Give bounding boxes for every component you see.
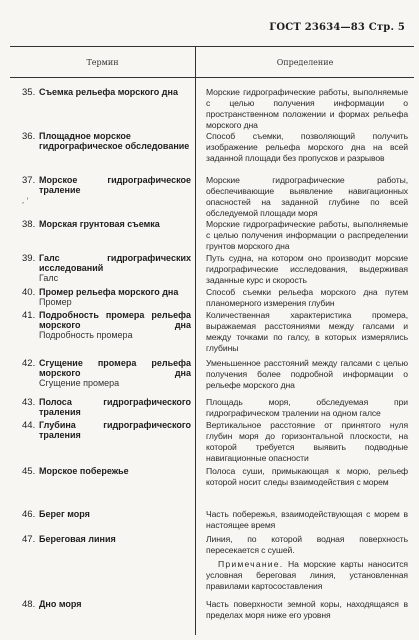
entry-number: 40.: [22, 287, 36, 298]
note-text: На морские карты наносится условная береговая линия, установленная правилами картосоставления: [206, 559, 408, 591]
entry-term: Галс гидрографических исследований: [39, 253, 191, 273]
entry-definition: Площадь моря, обследуемая при гидрографическом тралении на одном галсе: [206, 397, 408, 418]
entry-definition: Часть побережья, взаимодействующая с морем в настоящее время: [206, 509, 408, 530]
entry-term: Дно моря: [39, 599, 82, 609]
entry-number: 46.: [22, 509, 36, 520]
entry-definition: Количественная характеристика промера, выражаемая расстояниями между галсами и между точками по галсу, в которых измерялись глубины: [206, 310, 408, 353]
entry-term: Морское гидрографическое траление: [39, 175, 191, 195]
entry-definition: Часть поверхности земной коры, находящаяся в пределах моря ниже его уровня: [206, 599, 408, 620]
note-label: Примечание.: [218, 559, 284, 569]
entry-term: Съемка рельефа морского дна: [39, 87, 178, 97]
entry-number: 39.: [22, 253, 36, 264]
entry-definition: [206, 534, 408, 592]
entry-definition: Морские гидрографические работы, выполняемые с целью получения информации о пространственном положении и формах рельефа морского дна: [206, 87, 408, 130]
entry-term: Морское побережье: [39, 466, 129, 476]
column-header-definition: Определение: [276, 58, 334, 67]
entry-short-term: Галс: [39, 273, 59, 283]
entry-number: 42.: [22, 358, 36, 369]
entry-definition: Морские гидрографические работы, обеспечивающие выявление навигационных опасностей на заданной глубине по всей обследуемой площади моря: [206, 175, 408, 218]
entry-definition: Уменьшенное расстояний между галсами с целью получения более подробной информации о рельефе морского дна: [206, 358, 408, 390]
terms-table: [10, 46, 414, 635]
entry-term: Сгущение промера рельефа морского дна: [39, 358, 191, 378]
entry-number: 36.: [22, 131, 36, 142]
entry-term: Глубина гидрографического траления: [39, 420, 191, 440]
entry-term: Берег моря: [39, 509, 90, 519]
entry-number: 38.: [22, 219, 36, 230]
column-divider: [195, 47, 196, 635]
entry-short-term: Промер: [39, 297, 72, 307]
entry-term: Подробность промера рельефа морского дна: [39, 310, 191, 330]
entry-term: Промер рельефа морского дна: [39, 287, 179, 297]
entry-number: 41.: [22, 310, 36, 321]
entry-number: 47.: [22, 534, 36, 545]
entry-definition: Способ съемки, позволяющий получить изображение рельефа морского дна на всей заданной площади без пропусков и разрывов: [206, 131, 408, 163]
entry-note: [206, 559, 408, 592]
entry-definition-text: Линия, по которой водная поверхность пересекается с сушей.: [206, 534, 408, 555]
entry-term: Полоса гидрографического траления: [39, 397, 191, 417]
entry-term: Береговая линия: [39, 534, 116, 544]
page-header: ГОСТ 23634—83 Стр. 5: [269, 22, 405, 33]
entry-number: 48.: [22, 599, 36, 610]
entry-short-term: Сгущение промера: [39, 378, 120, 388]
entry-definition: Вертикальное расстояние от принятого нуля глубин моря до горизонтальной плоскости, на которой требуется выявить подводные навигационные опасности: [206, 420, 408, 463]
entry-definition: Морские гидрографические работы, выполняемые с целью получения информации о распределении грунтов морского дна: [206, 219, 408, 251]
entry-definition: Полоса суши, примыкающая к морю, рельеф которой носит следы взаимодействия с морем: [206, 466, 408, 487]
entry-term: Морская грунтовая съемка: [39, 219, 160, 229]
margin-mark: , ': [22, 197, 29, 205]
header-divider: [10, 77, 414, 78]
entry-number: 37.: [22, 175, 36, 186]
entry-number: 45.: [22, 466, 36, 477]
entry-number: 43.: [22, 397, 36, 408]
entry-definition: Путь судна, на котором оно производит морские гидрографические исследования, выдерживая заданные курс и скорость: [206, 253, 408, 285]
entry-term: Площадное морское гидрографическое обследование: [39, 131, 190, 151]
column-header-term: Термин: [86, 58, 119, 67]
entry-definition: Способ съемки рельефа морского дна путем планомерного измерения глубин: [206, 287, 408, 308]
entry-short-term: Подробность промера: [39, 330, 133, 340]
entry-number: 35.: [22, 87, 36, 98]
entry-number: 44.: [22, 420, 36, 431]
